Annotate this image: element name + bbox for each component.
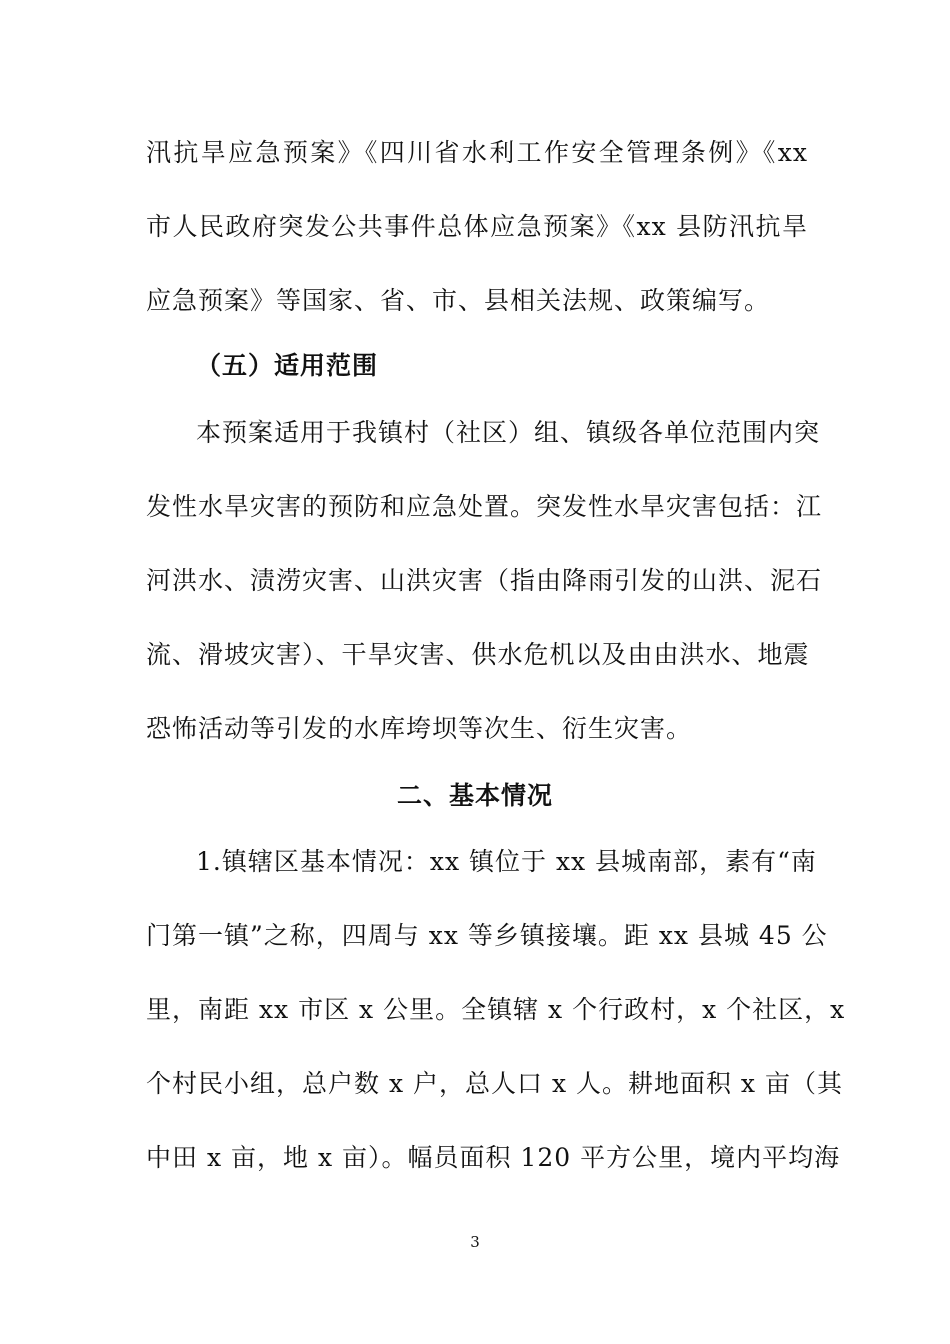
paragraph-line: 发性水旱灾害的预防和应急处置。突发性水旱灾害包括：江: [146, 492, 823, 521]
section-heading: （五）适用范围: [196, 351, 379, 380]
paragraph-line: 中田 x 亩，地 x 亩）。幅员面积 120 平方公里，境内平均海: [146, 1143, 841, 1172]
paragraph-line: 门第一镇”之称，四周与 xx 等乡镇接壤。距 xx 县城 45 公: [146, 921, 828, 950]
paragraph-line: 河洪水、渍涝灾害、山洪灾害（指由降雨引发的山洪、泥石: [146, 566, 823, 595]
paragraph-line: 恐怖活动等引发的水库垮坝等次生、衍生灾害。: [146, 714, 693, 743]
paragraph-line: 本预案适用于我镇村（社区）组、镇级各单位范围内突: [196, 418, 821, 447]
paragraph-line: 1.镇辖区基本情况：xx 镇位于 xx 县城南部，素有“南: [196, 847, 817, 876]
chapter-heading: 二、基本情况: [396, 781, 553, 810]
paragraph-line: 个村民小组，总户数 x 户，总人口 x 人。耕地面积 x 亩（其: [146, 1069, 843, 1098]
paragraph-line: 应急预案》等国家、省、市、县相关法规、政策编写。: [146, 286, 771, 315]
paragraph-line: 汛抗旱应急预案》《四川省水利工作安全管理条例》《xx: [146, 138, 808, 167]
paragraph-line: 里，南距 xx 市区 x 公里。全镇辖 x 个行政村，x 个社区，x: [146, 995, 846, 1024]
paragraph-line: 流、滑坡灾害）、干旱灾害、供水危机以及由由洪水、地震: [146, 640, 810, 669]
paragraph-line: 市人民政府突发公共事件总体应急预案》《xx 县防汛抗旱: [146, 212, 808, 241]
page-number: 3: [470, 1233, 480, 1251]
